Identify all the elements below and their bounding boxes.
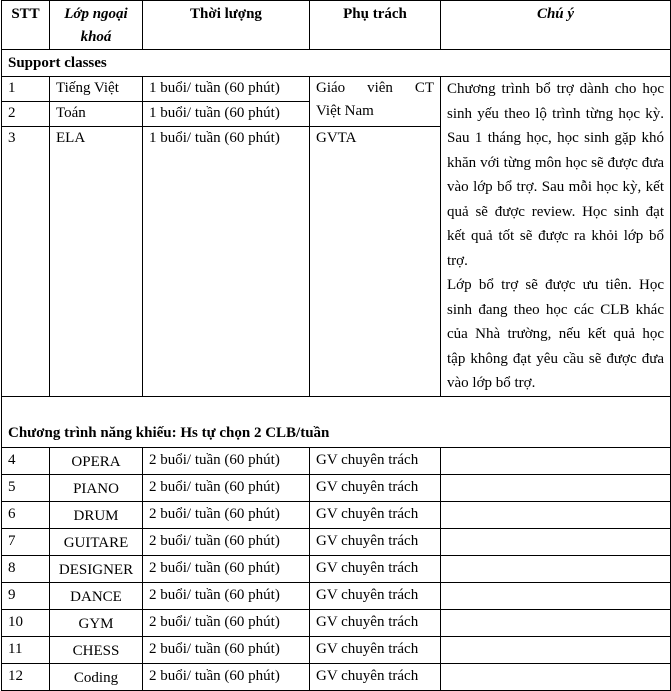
header-row bbox=[2, 1, 671, 50]
table-row bbox=[2, 555, 671, 582]
club-rows bbox=[2, 447, 671, 690]
thoi-luong-cell: 2 buổi/ tuần (60 phút) bbox=[143, 447, 310, 474]
lop-cell: DRUM bbox=[50, 501, 143, 528]
note-cell bbox=[441, 528, 671, 555]
note-paragraph-1: Chương trình bổ trợ dành cho học sinh yếu theo lộ trình từng học kỳ. Sau 1 tháng học, học sinh gặp khó khăn với từng môn học sẽ được đưa vào lớp bổ trợ. Sau mỗi học kỳ, kết quả sẽ được review. Học sinh đạt kết quả tốt sẽ được ra khỏi lớp bổ trợ. bbox=[447, 81, 664, 269]
stt-cell: 9 bbox=[2, 582, 50, 609]
thoi-luong-cell: 1 buổi/ tuần (60 phút) bbox=[143, 126, 310, 396]
note-cell bbox=[441, 636, 671, 663]
phu-trach-cell: GV chuyên trách bbox=[310, 528, 441, 555]
stt-cell: 6 bbox=[2, 501, 50, 528]
phu-trach-cell: GV chuyên trách bbox=[310, 555, 441, 582]
phu-trach-cell: GV chuyên trách bbox=[310, 609, 441, 636]
header-chu-y: Chú ý bbox=[441, 1, 671, 50]
lop-cell: DESIGNER bbox=[50, 555, 143, 582]
note-cell bbox=[441, 447, 671, 474]
note-paragraph-2: Lớp bổ trợ sẽ được ưu tiên. Học sinh đang theo học các CLB khác của Nhà trường, nếu kết quả học tập không đạt yêu cầu sẽ được đưa vào lớp bổ trợ. bbox=[447, 277, 664, 391]
section-row-clubs bbox=[2, 396, 671, 447]
section-title-clubs: Chương trình năng khiếu: Hs tự chọn 2 CLB/tuần bbox=[2, 396, 671, 447]
table-row bbox=[2, 636, 671, 663]
lop-cell: Coding bbox=[50, 663, 143, 690]
phu-trach-line-1: Giáo viên CT bbox=[316, 80, 434, 96]
lop-cell: OPERA bbox=[50, 447, 143, 474]
stt-cell: 12 bbox=[2, 663, 50, 690]
thoi-luong-cell: 1 buổi/ tuần (60 phút) bbox=[143, 77, 310, 102]
section-title-support: Support classes bbox=[2, 50, 671, 77]
stt-cell: 3 bbox=[2, 126, 50, 396]
lop-cell: ELA bbox=[50, 126, 143, 396]
phu-trach-cell: GV chuyên trách bbox=[310, 474, 441, 501]
header-stt: STT bbox=[2, 1, 50, 50]
note-cell bbox=[441, 474, 671, 501]
lop-cell: DANCE bbox=[50, 582, 143, 609]
phu-trach-cell: GV chuyên trách bbox=[310, 447, 441, 474]
thoi-luong-cell: 2 buổi/ tuần (60 phút) bbox=[143, 501, 310, 528]
header-phu-trach: Phụ trách bbox=[310, 1, 441, 50]
lop-cell: GUITARE bbox=[50, 528, 143, 555]
extracurricular-table bbox=[1, 0, 671, 691]
note-cell bbox=[441, 582, 671, 609]
phu-trach-cell: GV chuyên trách bbox=[310, 582, 441, 609]
stt-cell: 10 bbox=[2, 609, 50, 636]
note-cell bbox=[441, 77, 671, 397]
thoi-luong-cell: 2 buổi/ tuần (60 phút) bbox=[143, 582, 310, 609]
note-cell bbox=[441, 555, 671, 582]
phu-trach-cell: GVTA bbox=[310, 126, 441, 396]
stt-cell: 2 bbox=[2, 101, 50, 126]
table-row bbox=[2, 501, 671, 528]
lop-cell: PIANO bbox=[50, 474, 143, 501]
section-row-support bbox=[2, 50, 671, 77]
table-row bbox=[2, 663, 671, 690]
stt-cell: 7 bbox=[2, 528, 50, 555]
table-row bbox=[2, 474, 671, 501]
table-row bbox=[2, 582, 671, 609]
thoi-luong-cell: 2 buổi/ tuần (60 phút) bbox=[143, 636, 310, 663]
table-row bbox=[2, 528, 671, 555]
lop-cell: GYM bbox=[50, 609, 143, 636]
table-row bbox=[2, 77, 671, 102]
table-row bbox=[2, 609, 671, 636]
thoi-luong-cell: 2 buổi/ tuần (60 phút) bbox=[143, 474, 310, 501]
phu-trach-cell: GV chuyên trách bbox=[310, 636, 441, 663]
table-row bbox=[2, 447, 671, 474]
phu-trach-line-2: Việt Nam bbox=[316, 103, 374, 119]
thoi-luong-cell: 2 buổi/ tuần (60 phút) bbox=[143, 555, 310, 582]
thoi-luong-cell: 2 buổi/ tuần (60 phút) bbox=[143, 609, 310, 636]
thoi-luong-cell: 2 buổi/ tuần (60 phút) bbox=[143, 663, 310, 690]
lop-cell: CHESS bbox=[50, 636, 143, 663]
phu-trach-cell bbox=[310, 77, 441, 127]
stt-cell: 4 bbox=[2, 447, 50, 474]
stt-cell: 1 bbox=[2, 77, 50, 102]
note-cell bbox=[441, 663, 671, 690]
phu-trach-cell: GV chuyên trách bbox=[310, 663, 441, 690]
thoi-luong-cell: 1 buổi/ tuần (60 phút) bbox=[143, 101, 310, 126]
stt-cell: 5 bbox=[2, 474, 50, 501]
lop-cell: Tiếng Việt bbox=[50, 77, 143, 102]
note-cell bbox=[441, 501, 671, 528]
header-thoi-luong: Thời lượng bbox=[143, 1, 310, 50]
stt-cell: 11 bbox=[2, 636, 50, 663]
lop-cell: Toán bbox=[50, 101, 143, 126]
header-lop: Lớp ngoại khoá bbox=[50, 1, 143, 50]
phu-trach-cell: GV chuyên trách bbox=[310, 501, 441, 528]
stt-cell: 8 bbox=[2, 555, 50, 582]
note-cell bbox=[441, 609, 671, 636]
thoi-luong-cell: 2 buổi/ tuần (60 phút) bbox=[143, 528, 310, 555]
